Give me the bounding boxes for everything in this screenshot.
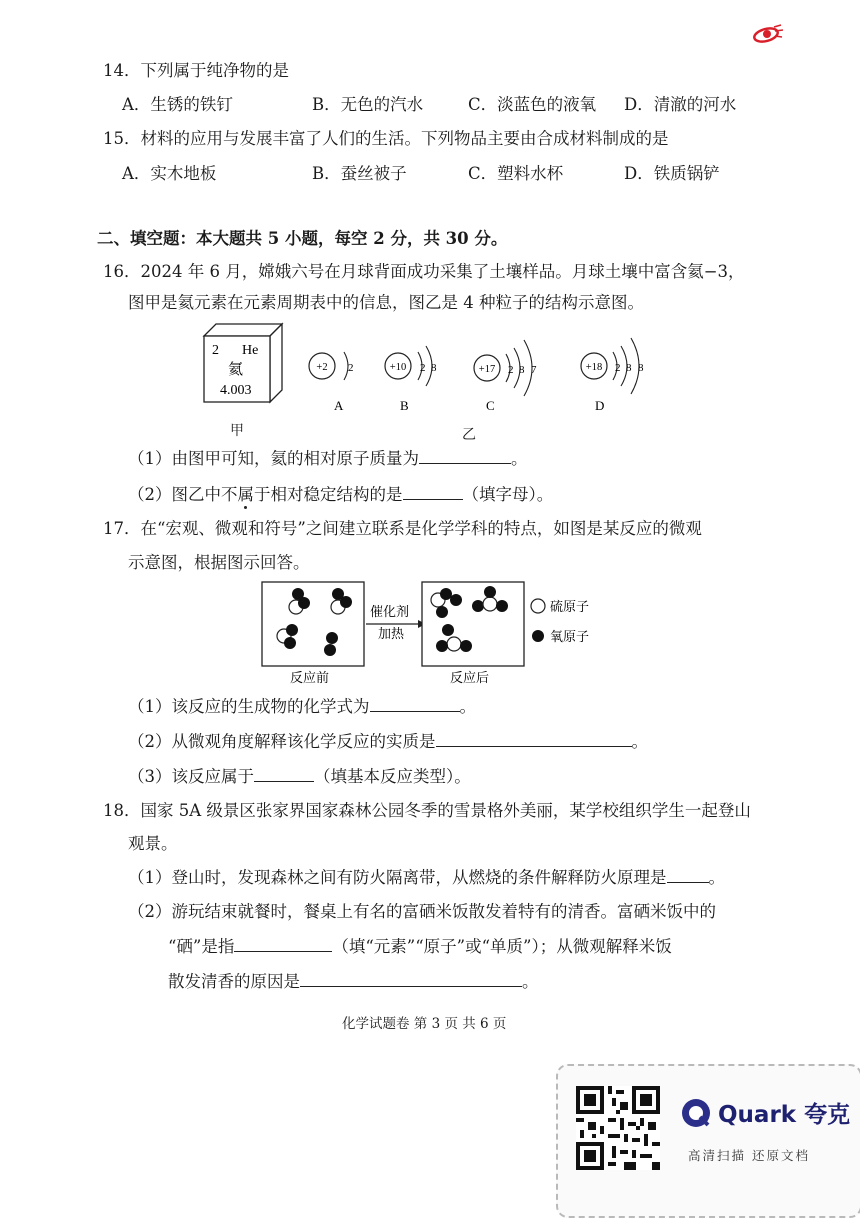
particle-c-shell-2: 8 — [519, 364, 525, 376]
particle-d — [581, 338, 644, 413]
particle-b-shell-2: 8 — [431, 362, 437, 374]
q15-option-c: C．塑料水杯 — [468, 164, 564, 183]
particle-d-shell-3: 8 — [638, 362, 644, 374]
fig-jia-label: 甲 — [230, 423, 244, 439]
quark-logo-icon — [680, 1097, 712, 1129]
particle-b-label: B — [400, 398, 409, 413]
before-box — [262, 582, 364, 666]
q18-line2: 观景。 — [128, 834, 178, 853]
particle-a-label: A — [334, 398, 344, 413]
q17-sub2 — [128, 728, 648, 752]
q18-sub2-text-c: 散发清香的原因是 — [168, 972, 300, 991]
qr-code-icon — [576, 1086, 660, 1170]
particle-c-label: C — [486, 398, 495, 413]
quark-tagline: 高清扫描 还原文档 — [688, 1148, 810, 1163]
q16-line2: 图甲是氦元素在元素周期表中的信息，图乙是 4 种粒子的结构示意图。 — [128, 293, 644, 312]
q17-sub3-text: （3）该反应属于 — [128, 767, 254, 786]
element-symbol: He — [242, 343, 259, 358]
particle-c-shell-1: 2 — [508, 364, 514, 376]
q18-sub2-line1: （2）游玩结束就餐时，餐桌上有名的富硒米饭散发着特有的清香。富硒米饭中的 — [128, 902, 716, 921]
particle-c-shell-3: 7 — [531, 364, 537, 376]
element-mass: 4.003 — [220, 383, 252, 398]
element-number: 2 — [212, 343, 219, 358]
particle-a — [309, 352, 354, 413]
q18-line1: 18．国家 5A 级景区张家界国家森林公园冬季的雪景格外美丽，某学校组织学生一起登山 — [103, 801, 751, 820]
q18-sub2-text-b: （填“元素”“原子”或“单质”）；从微观解释米饭 — [332, 937, 672, 956]
particle-c — [474, 340, 537, 413]
q17-sub2-blank[interactable] — [436, 729, 632, 747]
q17-line1: 17．在“宏观、微观和符号”之间建立联系是化学学科的特点，如图是某反应的微观 — [103, 519, 702, 538]
q16-sub2-emphasis: 不属于 — [221, 485, 271, 504]
q18-sub1-end: 。 — [708, 868, 725, 887]
reaction-diagram — [258, 578, 618, 686]
q16-sub2-text-c: 相对稳定结构的是 — [270, 485, 403, 504]
q16-sub2-text-d: （填字母）。 — [462, 485, 554, 504]
particle-d-shell-1: 2 — [615, 362, 621, 374]
q16-sub1-text: （1）由图甲可知，氦的相对原子质量为 — [128, 449, 419, 468]
q18-sub2-line2 — [168, 933, 672, 957]
q16-sub1-blank[interactable] — [419, 446, 511, 464]
q17-line2: 示意图，根据图示回答。 — [128, 553, 310, 572]
q15-stem: 15．材料的应用与发展丰富了人们的生活。下列物品主要由合成材料制成的是 — [103, 129, 669, 148]
q18-sub1-text: （1）登山时，发现森林之间有防火隔离带，从燃烧的条件解释防火原理是 — [128, 868, 667, 887]
q17-sub1-text: （1）该反应的生成物的化学式为 — [128, 697, 370, 716]
section-heading: 二、填空题：本大题共 5 小题，每空 2 分，共 30 分。 — [97, 229, 508, 248]
q16-line1: 16．2024 年 6 月，嫦娥六号在月球背面成功采集了土壤样品。月球土壤中富含氦−3， — [103, 262, 745, 281]
q15-option-b: B．蚕丝被子 — [312, 164, 407, 183]
particle-b-shell-1: 2 — [420, 362, 426, 374]
q14-stem: 14．下列属于纯净物的是 — [103, 61, 289, 80]
quark-logo — [680, 1096, 850, 1129]
caption-after: 反应后 — [450, 670, 490, 685]
q15-option-a: A．实木地板 — [122, 164, 217, 183]
q18-sub2-blank-2[interactable] — [300, 969, 522, 987]
q17-sub2-end: 。 — [631, 732, 648, 751]
q17-sub1 — [128, 693, 476, 717]
q16-sub1 — [128, 445, 528, 469]
legend-oxygen: 氧原子 — [550, 629, 590, 644]
page-footer: 化学试题卷 第 3 页 共 6 页 — [342, 1016, 507, 1032]
condition-heat: 加热 — [378, 626, 405, 641]
quark-watermark — [556, 1064, 860, 1218]
q15-option-d: D．铁质锅铲 — [624, 164, 720, 183]
q18-sub2-end: 。 — [522, 972, 539, 991]
q16-sub2-blank[interactable] — [403, 482, 463, 500]
fig-yi-label: 乙 — [462, 427, 476, 443]
q14-option-c: C．淡蓝色的液氧 — [468, 95, 597, 114]
condition-catalyst: 催化剂 — [370, 604, 410, 619]
element-name: 氦 — [228, 362, 244, 378]
q17-sub2-text: （2）从微观角度解释该化学反应的实质是 — [128, 732, 436, 751]
particle-c-nucleus: +17 — [478, 364, 496, 375]
legend-sulfur: 硫原子 — [550, 599, 590, 614]
particle-b-nucleus: +10 — [389, 362, 407, 373]
particle-d-shell-2: 8 — [626, 362, 632, 374]
element-cell-figure — [198, 320, 288, 412]
q17-sub1-end: 。 — [459, 697, 476, 716]
q14-option-b: B．无色的汽水 — [312, 95, 424, 114]
particle-a-nucleus: +2 — [316, 362, 328, 373]
q17-sub1-blank[interactable] — [370, 694, 460, 712]
q16-sub2-text-a: （2）图乙中 — [128, 485, 221, 504]
particle-d-nucleus: +18 — [585, 362, 603, 373]
q16-sub1-end: 。 — [511, 449, 528, 468]
particle-b — [385, 346, 437, 413]
q18-sub2-line3 — [168, 968, 539, 992]
particle-a-shell-1: 2 — [348, 362, 354, 374]
particle-d-label: D — [595, 398, 605, 413]
q14-option-a: A．生锈的铁钉 — [122, 95, 233, 114]
q18-sub1-blank[interactable] — [667, 865, 709, 883]
particle-diagrams — [300, 318, 660, 418]
q18-sub1 — [128, 864, 725, 888]
q17-sub3 — [128, 763, 471, 787]
q14-option-d: D．清澈的河水 — [624, 95, 737, 114]
quark-brand-text: Quark 夸克 — [718, 1102, 851, 1128]
caption-before: 反应前 — [290, 670, 330, 685]
q18-sub2-blank-1[interactable] — [234, 934, 332, 952]
q16-sub2 — [128, 481, 553, 505]
corner-logo-icon — [750, 22, 786, 46]
q17-sub3-blank[interactable] — [254, 764, 314, 782]
q17-sub3-end: （填基本反应类型）。 — [314, 767, 471, 786]
q18-sub2-text-a: “硒”是指 — [168, 937, 235, 956]
